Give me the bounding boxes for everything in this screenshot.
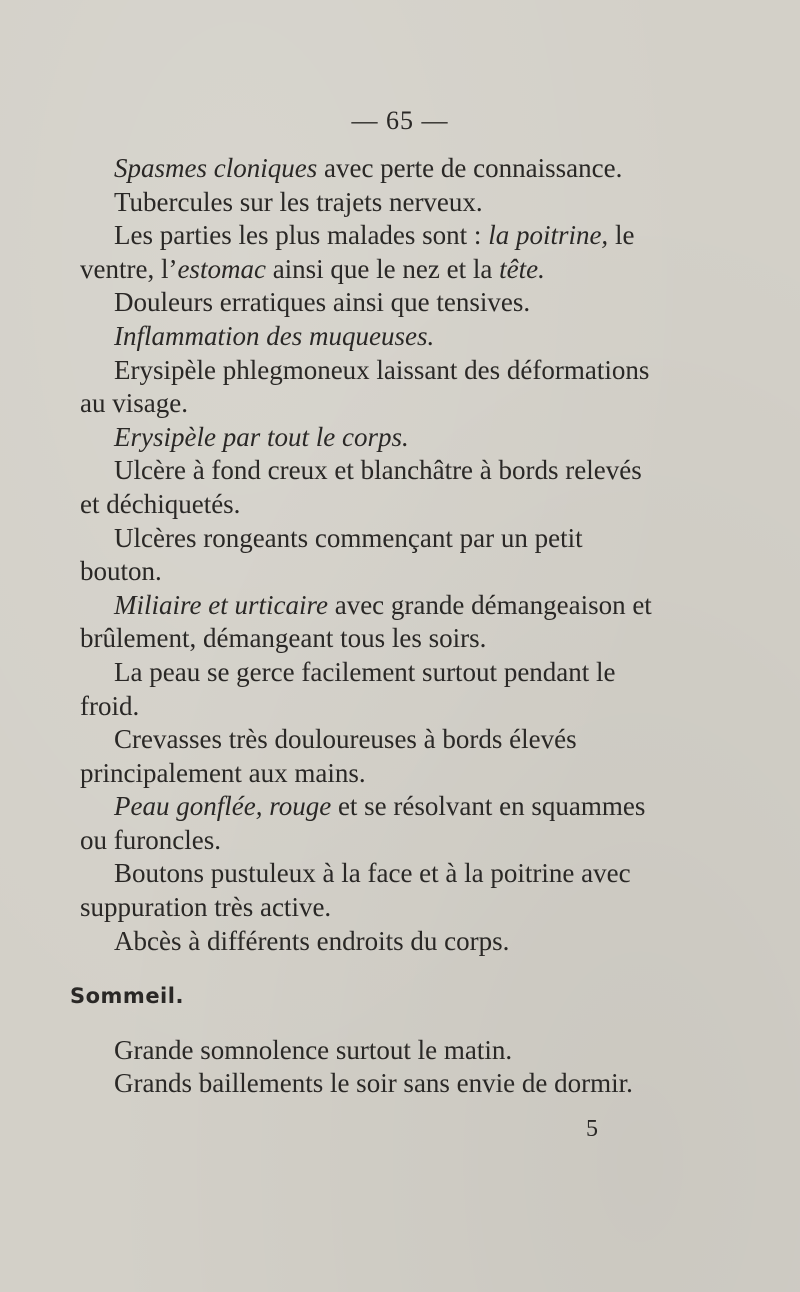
italic-term: Miliaire et urticaire xyxy=(114,589,328,620)
paragraph-11 xyxy=(80,656,660,723)
paragraph-1 xyxy=(80,152,660,186)
section-heading: Sommeil. xyxy=(70,984,184,1009)
text: et se résolvant en squammes ou furoncles. xyxy=(80,791,646,855)
text: Tubercules sur les trajets nerveux. xyxy=(114,186,483,217)
main-text xyxy=(70,152,660,1101)
sommeil-paragraph-1: Grande somnolence surtout le matin. xyxy=(114,1034,513,1065)
paragraph-10 xyxy=(80,589,660,656)
italic-term: Erysipèle par tout le corps. xyxy=(114,421,409,452)
text: Boutons pustuleux à la face et à la poitrine avec suppuration très active. xyxy=(80,858,631,923)
paragraph-2 xyxy=(80,186,660,220)
text: Ulcères rongeants commençant par un petit bouton. xyxy=(80,522,583,587)
page-number-header: — 65 — xyxy=(351,106,449,135)
paragraph-8 xyxy=(80,454,660,521)
paragraph-6 xyxy=(80,354,660,421)
italic-term: Inflammation des muqueuses. xyxy=(114,320,435,351)
paragraph-12 xyxy=(80,723,660,790)
italic-term: estomac xyxy=(177,253,266,284)
text: Erysipèle phlegmoneux laissant des déformations au visage. xyxy=(80,354,650,419)
sommeil-paragraph-2: Grands baillements le soir sans envie de dormir. xyxy=(114,1068,633,1099)
signature-mark: 5 xyxy=(586,1116,598,1142)
italic-term: Peau gonflée, rouge xyxy=(114,791,332,822)
text: Abcès à différents endroits du corps. xyxy=(114,925,510,956)
paragraph-4 xyxy=(80,286,660,320)
paragraph-3 xyxy=(80,219,660,286)
paragraph-13 xyxy=(80,790,660,857)
text: Ulcère à fond creux et blanchâtre à bords relevés et déchiquetés. xyxy=(80,455,642,519)
paragraph-15 xyxy=(80,925,660,959)
paragraph-9 xyxy=(80,522,660,589)
paragraph-5 xyxy=(80,320,660,354)
paragraph-7 xyxy=(80,421,660,455)
text: avec grande démangeaison et brûlement, démangeant tous les soirs. xyxy=(80,589,652,654)
paragraph-14 xyxy=(80,857,660,924)
text: Crevasses très douloureuses à bords élevés principalement aux mains. xyxy=(80,724,577,788)
italic-term: la poitrine, xyxy=(488,220,609,251)
italic-term: tête. xyxy=(499,253,545,284)
text: avec perte de connaissance. xyxy=(317,153,623,183)
text: ainsi que le nez et la xyxy=(265,253,500,284)
text: Les parties les plus malades sont : xyxy=(114,220,489,251)
italic-term: Spasmes cloniques xyxy=(114,153,318,183)
text: Douleurs erratiques ainsi que tensives. xyxy=(114,287,531,318)
text: le ventre, l’ xyxy=(80,220,635,284)
text: La peau se gerce facilement surtout pendant le froid. xyxy=(80,656,616,721)
